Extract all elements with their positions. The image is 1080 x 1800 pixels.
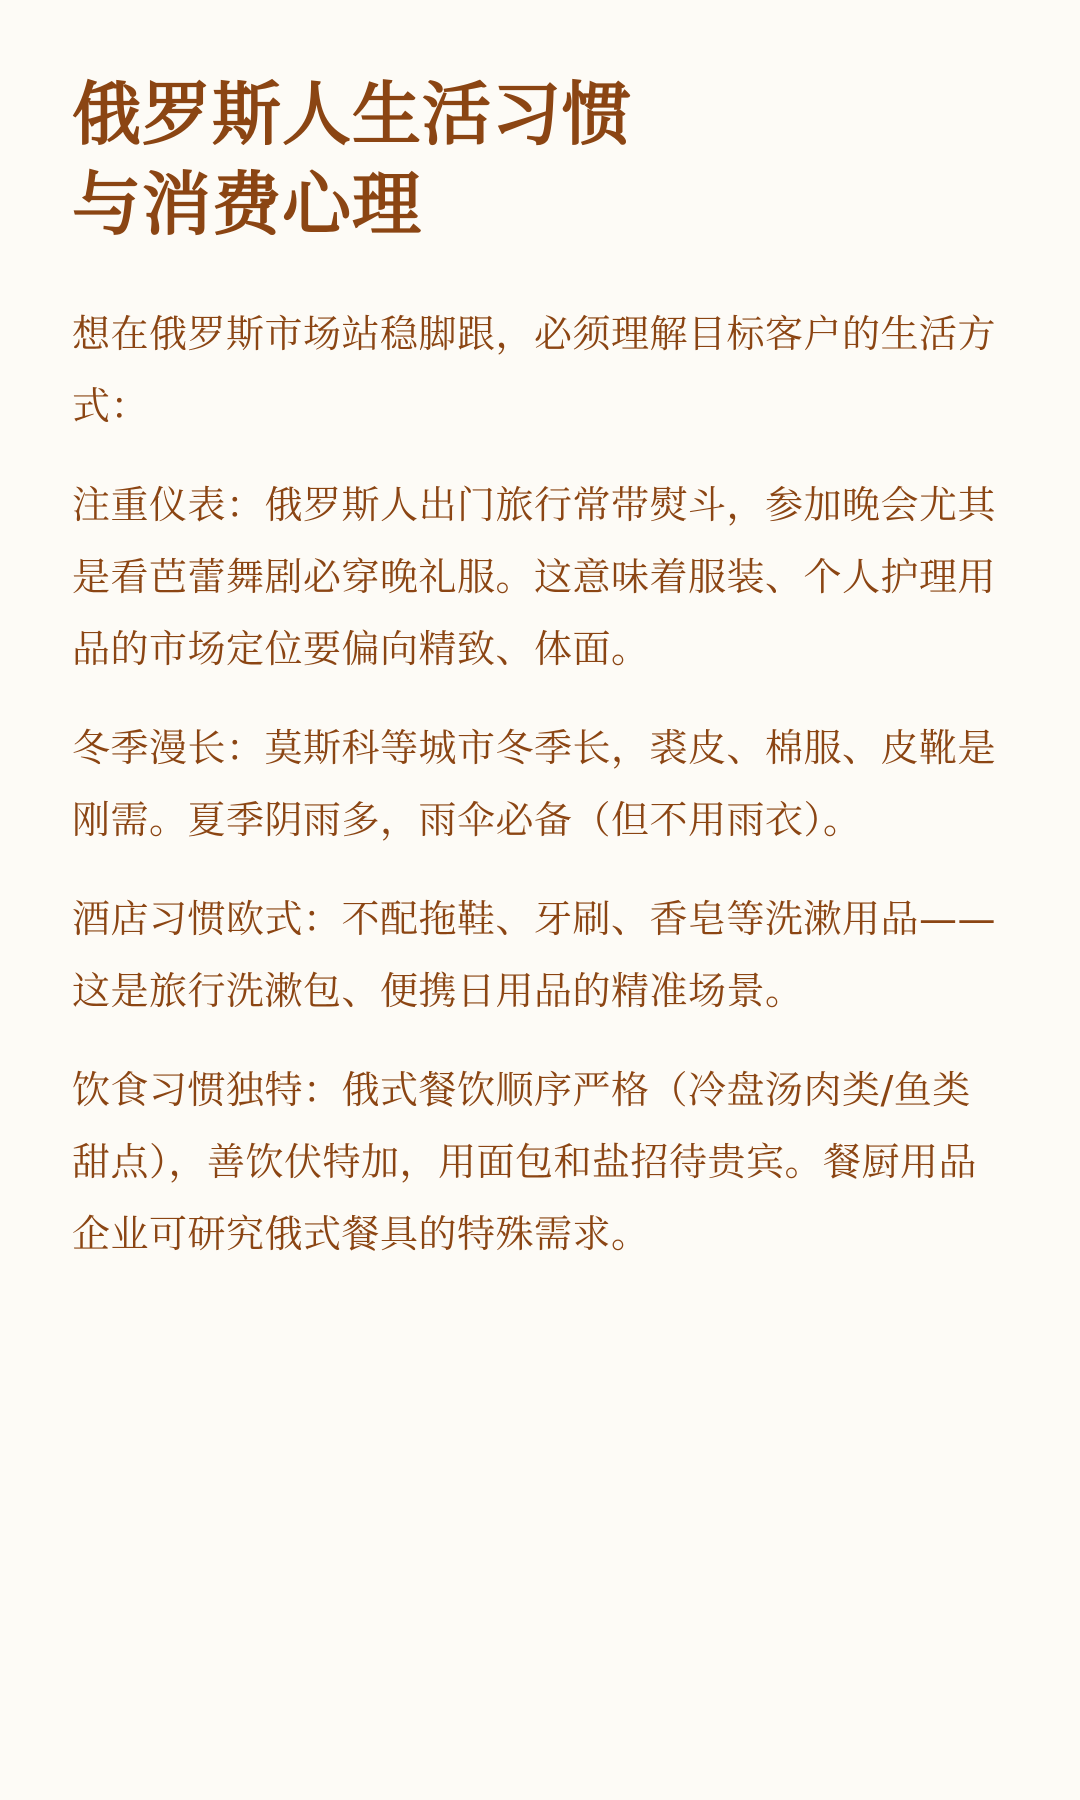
winter-paragraph: 冬季漫长：莫斯科等城市冬季长，裘皮、棉服、皮靴是刚需。夏季阴雨多，雨伞必备（但不用雨衣）。 — [72, 726, 997, 842]
title-line-2: 与消费心理 — [72, 165, 422, 245]
diet-paragraph: 饮食习惯独特：俄式餐饮顺序严格（冷盘汤肉类/鱼类甜点），善饮伏特加，用面包和盐招待贵宾。餐厨用品企业可研究俄式餐具的特殊需求。 — [72, 1068, 978, 1256]
intro-paragraph: 想在俄罗斯市场站稳脚跟，必须理解目标客户的生活方式： — [72, 312, 997, 428]
page-title — [72, 70, 1008, 250]
hotel-paragraph: 酒店习惯欧式：不配拖鞋、牙刷、香皂等洗漱用品——这是旅行洗漱包、便携日用品的精准场景。 — [72, 897, 997, 1013]
title-line-1: 俄罗斯人生活习惯 — [72, 75, 632, 155]
article-body — [72, 298, 1008, 1270]
article — [72, 70, 1008, 1297]
appearance-paragraph: 注重仪表：俄罗斯人出门旅行常带熨斗，参加晚会尤其是看芭蕾舞剧必穿晚礼服。这意味着服装、个人护理用品的市场定位要偏向精致、体面。 — [72, 483, 997, 671]
